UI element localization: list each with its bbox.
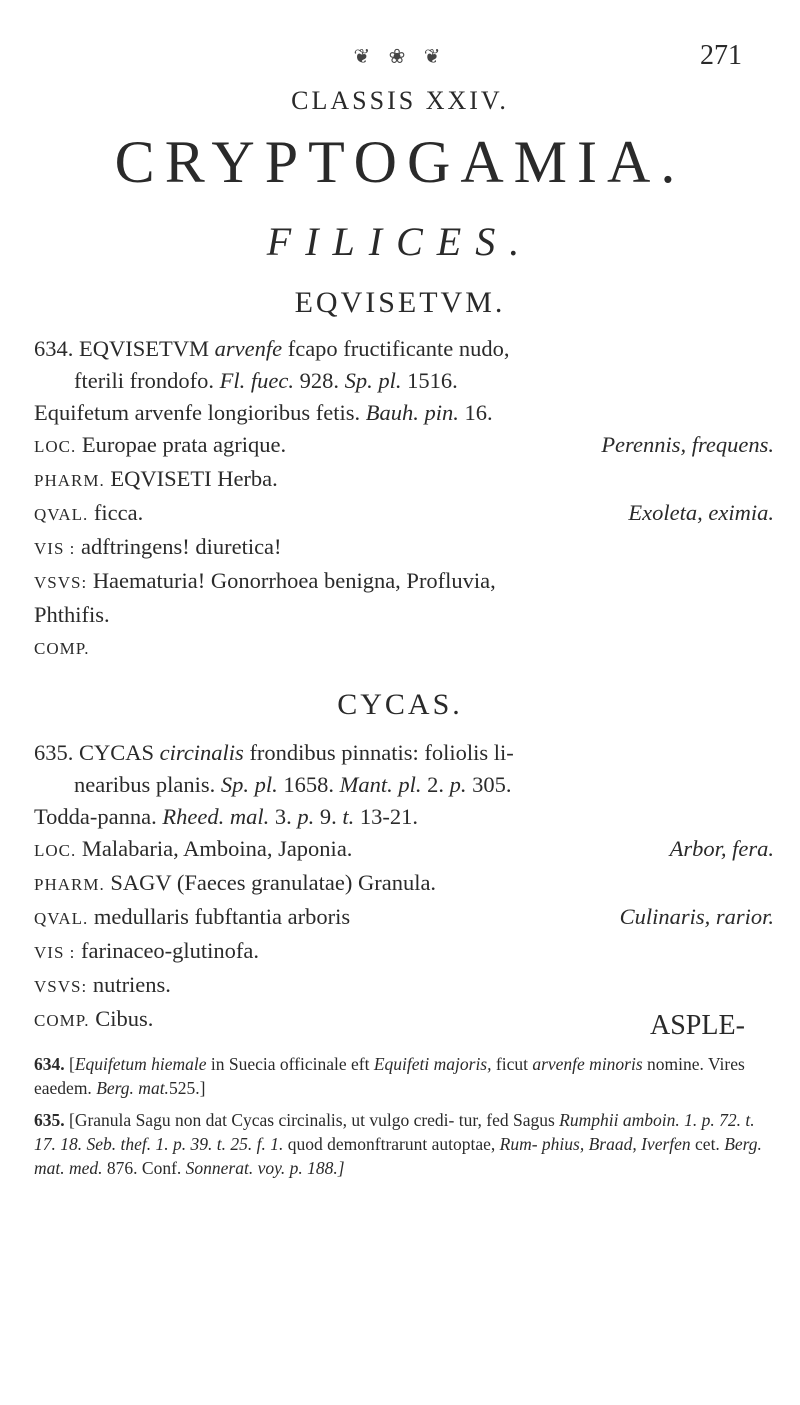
entry-cycas [34, 737, 774, 1037]
entry-line [34, 801, 774, 833]
reference: Fl. fuec. [219, 368, 294, 393]
entry-number: 635. [34, 740, 74, 765]
entry-line [34, 769, 774, 801]
usus-line [34, 565, 774, 599]
reference-page: 13-21. [359, 804, 418, 829]
reference-page: 1658. [283, 772, 334, 797]
qual-label: QVAL. [34, 505, 89, 524]
species-genus: CYCAS [79, 740, 155, 765]
qual-note: Culinaris, rarior. [619, 904, 774, 929]
usus-text: Haematuria! Gonorrhoea benigna, Profluvia, [92, 568, 496, 593]
usus-text: nutriens. [92, 972, 171, 997]
comp-text: Cibus. [95, 1006, 154, 1031]
loc-text: Europae prata agrique. [81, 432, 287, 457]
footnote-text: ficut [495, 1054, 528, 1074]
reference: Sp. pl. [344, 368, 402, 393]
comp-label: COMP. [34, 639, 90, 658]
footnote-italic: Rum- [499, 1134, 538, 1154]
footnote-text: 525.] [168, 1078, 206, 1098]
footnote-italic: arvenfe minoris [532, 1054, 643, 1074]
pharm-text: EQVISETI Herba. [110, 466, 278, 491]
loc-line [34, 833, 774, 867]
diagnosis-text: nearibus planis. [74, 772, 216, 797]
genus-title-cycas: CYCAS. [337, 688, 463, 721]
footnote-italic: Equifetum hiemale [74, 1054, 207, 1074]
diagnosis-text: fcapo fructificante nudo, [287, 336, 510, 361]
usus-text: Phthifis. [34, 602, 110, 627]
vis-line [34, 531, 774, 565]
qual-note: Exoleta, eximia. [628, 500, 774, 525]
loc-note: Arbor, fera. [669, 836, 774, 861]
loc-label: LOC. [34, 841, 77, 860]
footnote-text: [Granula Sagu non dat Cycas circinalis, ut vulgo credi- [69, 1110, 455, 1130]
entry-line [34, 397, 774, 429]
qual-line [34, 901, 774, 935]
footnote-text: tur, fed Sagus [458, 1110, 555, 1130]
vis-text: adftringens! diuretica! [81, 534, 282, 559]
footnotes [34, 1052, 774, 1188]
footnote-text: cet. [695, 1134, 720, 1154]
loc-text: Malabaria, Amboina, Japonia. [81, 836, 353, 861]
reference-page: 2. [427, 772, 444, 797]
species-genus: EQVISETVM [79, 336, 209, 361]
vis-text: farinaceo-glutinofa. [81, 938, 260, 963]
diagnosis-text: fterili frondofo. [74, 368, 214, 393]
footnote-635 [34, 1108, 774, 1180]
footnote-number: 635. [34, 1110, 65, 1130]
reference-page: 16. [464, 400, 493, 425]
reference: Rheed. mal. [162, 804, 270, 829]
footnote-italic: Rumphii amboin. 1. p. 72. t. 17. 18. Seb. [34, 1110, 755, 1154]
entry-line [34, 365, 774, 397]
pharm-text: SAGV (Faeces granulatae) Granula. [110, 870, 437, 895]
diagnosis-text: frondibus pinnatis: foliolis li- [249, 740, 514, 765]
usus-label: VSVS: [34, 573, 88, 592]
page-number: 271 [700, 40, 742, 71]
catchword: ASPLE- [650, 1010, 745, 1041]
species-epithet: arvenfe [214, 336, 283, 361]
reference: p. [449, 772, 467, 797]
reference-page: 928. [299, 368, 339, 393]
synonym-text: Equifetum arvenfe longioribus fetis. [34, 400, 361, 425]
qual-label: QVAL. [34, 909, 89, 928]
order-title: FILICES. [266, 219, 534, 264]
footnote-italic: thef. 1. p. 39. t. 25. f. 1. [120, 1134, 284, 1154]
reference: Bauh. pin. [365, 400, 459, 425]
entry-number: 634. [34, 336, 74, 361]
reference: Mant. pl. [339, 772, 422, 797]
footnote-text: [ [69, 1054, 75, 1074]
footnote-italic: phius, Braad, Iverfen [541, 1134, 691, 1154]
comp-label: COMP. [34, 1011, 90, 1030]
footnote-634 [34, 1052, 774, 1100]
pharm-label: PHARM. [34, 471, 105, 490]
reference: Sp. pl. [220, 772, 278, 797]
vis-label: VIS : [34, 539, 76, 558]
species-epithet: circinalis [159, 740, 244, 765]
qual-text: medullaris fubftantia arboris [93, 904, 351, 929]
usus-label: VSVS: [34, 977, 88, 996]
qual-line [34, 497, 774, 531]
footnote-text: 876. Conf. [106, 1158, 182, 1178]
footnote-text: quod demonftrarunt autoptae, [287, 1134, 496, 1154]
reference: p. [297, 804, 315, 829]
vis-line [34, 935, 774, 969]
comp-line [34, 631, 774, 665]
footnote-text: nomine. Vires eaedem. [34, 1054, 745, 1098]
loc-note: Perennis, frequens. [601, 432, 774, 457]
reference-page: 3. [274, 804, 292, 829]
vis-label: VIS : [34, 943, 76, 962]
reference-page: 9. [319, 804, 337, 829]
entry-equisetum [34, 333, 774, 665]
loc-line [34, 429, 774, 463]
footnote-italic: Berg. mat. med. [34, 1134, 762, 1178]
pharm-line [34, 463, 774, 497]
reference: t. [342, 804, 355, 829]
footnote-number: 634. [34, 1054, 65, 1074]
footnote-italic: Berg. mat. [96, 1078, 169, 1098]
synonym-text: Todda-panna. [34, 804, 157, 829]
reference-page: 1516. [407, 368, 458, 393]
entry-line [34, 737, 774, 769]
pharm-label: PHARM. [34, 875, 105, 894]
pharm-line [34, 867, 774, 901]
qual-text: ficca. [93, 500, 144, 525]
class-heading: CLASSIS XXIV. [291, 86, 509, 115]
class-title: CRYPTOGAMIA. [114, 129, 686, 195]
genus-title-equisetum: EQVISETVM. [294, 286, 506, 319]
footnote-italic: Equifeti majoris, [373, 1054, 492, 1074]
usus-line [34, 969, 774, 1003]
usus-line-cont [34, 599, 774, 631]
entry-line [34, 333, 774, 365]
loc-label: LOC. [34, 437, 77, 456]
footnote-text: in Suecia officinale eft [210, 1054, 370, 1074]
header-ornament: ❦ ❀ ❦ [353, 44, 447, 68]
reference-page: 305. [472, 772, 512, 797]
footnote-italic: Sonnerat. voy. p. 188.] [185, 1158, 345, 1178]
